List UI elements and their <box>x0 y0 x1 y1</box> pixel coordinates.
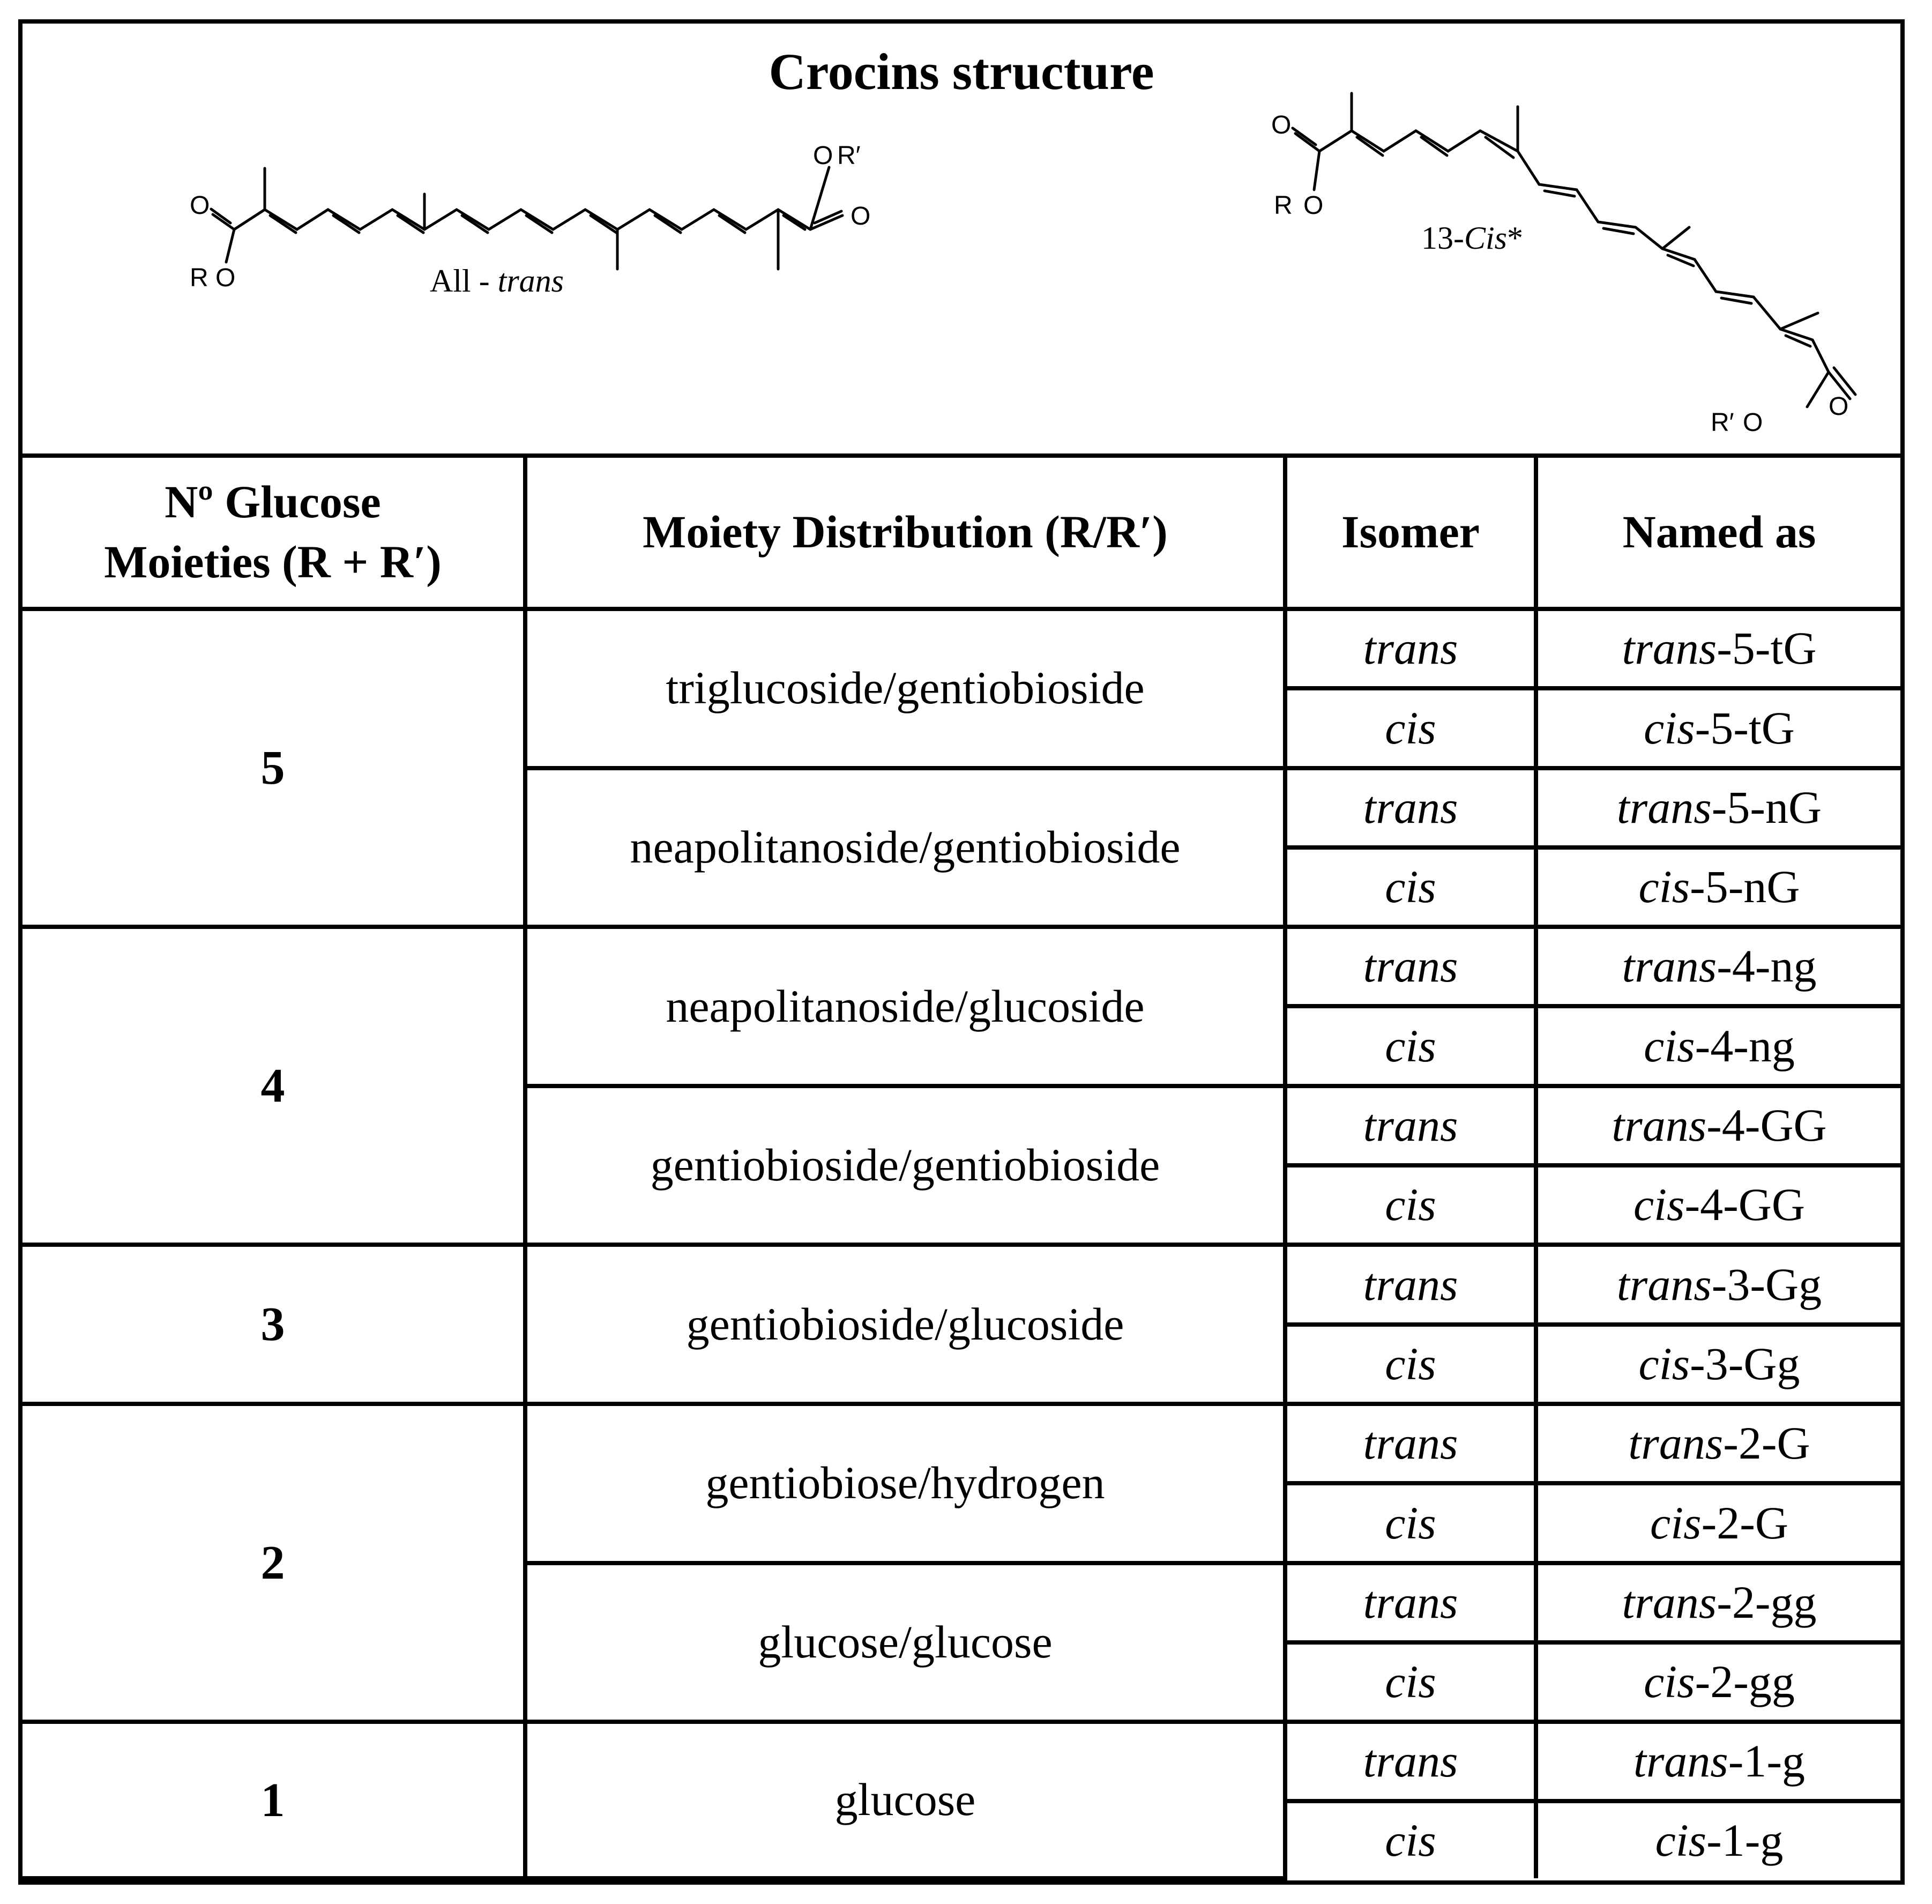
atom-o: O <box>1271 111 1292 139</box>
named-as-cell: trans-3-Gg <box>1536 1245 1900 1324</box>
named-as-cell: cis-5-tG <box>1536 688 1900 768</box>
atom-o: O <box>813 142 833 170</box>
atom-o: O <box>851 202 871 230</box>
crocins-table-frame <box>18 19 1905 1885</box>
atom-r-prime: R′ <box>1711 408 1734 437</box>
isomer-cell: cis <box>1285 1006 1536 1085</box>
cis13-molecule <box>1293 93 1855 407</box>
distribution-cell: neapolitanoside/gentiobioside <box>525 768 1285 927</box>
distribution-cell: neapolitanoside/glucoside <box>525 927 1285 1086</box>
table-row <box>23 1404 1900 1483</box>
distribution-cell: triglucoside/gentiobioside <box>525 609 1285 768</box>
atom-o: O <box>190 191 210 220</box>
distribution-cell: glucose <box>525 1722 1285 1878</box>
isomer-cell: cis <box>1285 1642 1536 1722</box>
named-as-cell: trans-1-g <box>1536 1722 1900 1801</box>
table-row <box>23 1245 1900 1324</box>
col-header-isomer: Isomer <box>1285 458 1536 609</box>
isomer-cell: cis <box>1285 1325 1536 1404</box>
distribution-cell: gentiobioside/gentiobioside <box>525 1086 1285 1245</box>
named-as-cell: trans-2-G <box>1536 1404 1900 1483</box>
crocins-table <box>23 458 1900 1880</box>
atom-r-prime: R′ <box>837 142 861 170</box>
distribution-cell: gentiobioside/glucoside <box>525 1245 1285 1404</box>
isomer-cell: trans <box>1285 1563 1536 1642</box>
named-as-cell: cis-2-G <box>1536 1483 1900 1563</box>
col-header-named-as: Named as <box>1536 458 1900 609</box>
named-as-cell: cis-2-gg <box>1536 1642 1900 1722</box>
header-row <box>23 458 1900 609</box>
cis13-label: 13-Cis* <box>1421 220 1524 256</box>
atom-r: R <box>1274 191 1293 220</box>
named-as-cell: trans-5-tG <box>1536 609 1900 688</box>
glucose-count-cell: 2 <box>23 1404 525 1722</box>
structure-header <box>23 24 1900 458</box>
named-as-cell: trans-5-nG <box>1536 768 1900 847</box>
col-header-glucose-moieties: Nº Glucose Moieties (R + R′) <box>23 458 525 609</box>
named-as-cell: trans-4-GG <box>1536 1086 1900 1165</box>
glucose-count-cell: 4 <box>23 927 525 1245</box>
isomer-cell: cis <box>1285 847 1536 927</box>
atom-o: O <box>1303 191 1324 220</box>
isomer-cell: cis <box>1285 1165 1536 1245</box>
atom-o: O <box>1829 392 1849 421</box>
isomer-cell: trans <box>1285 927 1536 1006</box>
isomer-cell: cis <box>1285 1801 1536 1878</box>
table-row <box>23 1722 1900 1801</box>
atom-r: R <box>190 264 208 292</box>
cis13-atom-labels <box>1271 111 1848 437</box>
table-row <box>23 609 1900 688</box>
isomer-cell: trans <box>1285 768 1536 847</box>
named-as-cell: trans-4-ng <box>1536 927 1900 1006</box>
molecule-drawings <box>23 24 1900 453</box>
all-trans-molecule <box>211 167 842 269</box>
distribution-cell: glucose/glucose <box>525 1563 1285 1722</box>
distribution-cell: gentiobiose/hydrogen <box>525 1404 1285 1563</box>
glucose-count-cell: 1 <box>23 1722 525 1878</box>
glucose-count-cell: 3 <box>23 1245 525 1404</box>
atom-o: O <box>1743 408 1763 437</box>
glucose-count-cell: 5 <box>23 609 525 927</box>
named-as-cell: cis-4-GG <box>1536 1165 1900 1245</box>
structure-title: Crocins structure <box>769 43 1154 100</box>
isomer-cell: trans <box>1285 1404 1536 1483</box>
atom-o: O <box>215 264 236 292</box>
isomer-cell: trans <box>1285 1722 1536 1801</box>
all-trans-label: All - trans <box>430 263 564 299</box>
isomer-cell: trans <box>1285 1245 1536 1324</box>
isomer-cell: trans <box>1285 1086 1536 1165</box>
named-as-cell: cis-3-Gg <box>1536 1325 1900 1404</box>
named-as-cell: trans-2-gg <box>1536 1563 1900 1642</box>
named-as-cell: cis-4-ng <box>1536 1006 1900 1085</box>
named-as-cell: cis-5-nG <box>1536 847 1900 927</box>
isomer-cell: cis <box>1285 688 1536 768</box>
table-row <box>23 927 1900 1006</box>
isomer-cell: cis <box>1285 1483 1536 1563</box>
col-header-moiety-distribution: Moiety Distribution (R/R′) <box>525 458 1285 609</box>
named-as-cell: cis-1-g <box>1536 1801 1900 1878</box>
isomer-cell: trans <box>1285 609 1536 688</box>
